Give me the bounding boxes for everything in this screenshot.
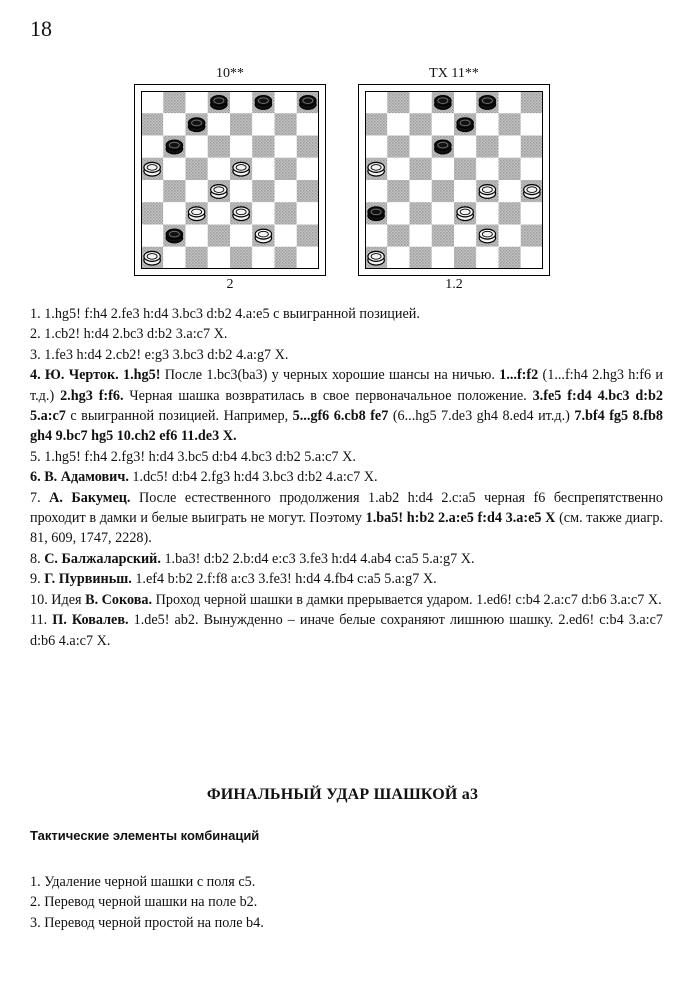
- light-square: [186, 91, 208, 113]
- dark-square: [297, 136, 319, 158]
- dark-square: [432, 180, 454, 202]
- text-run: 1.ba3! d:b2 2.b:d4 e:c3 3.fe3 h:d4 4.ab4 c:a5 5.a:g7 X.: [160, 550, 475, 567]
- bold-text: В. Сокова.: [85, 591, 153, 608]
- subheading: Тактические элементы комбинаций: [30, 828, 260, 843]
- light-square: [476, 113, 498, 135]
- light-square: [275, 136, 297, 158]
- light-square: [521, 158, 543, 180]
- light-square: [230, 180, 252, 202]
- text-run: 3. 1.fe3 h:d4 2.cb2! e:g3 3.bc3 d:b2 4.a:g7 X.: [30, 346, 289, 363]
- solution-paragraph: [30, 304, 663, 324]
- black-checker-piece: [435, 140, 451, 154]
- list-item: 2. Перевод черной шашки на поле b2.: [30, 894, 258, 911]
- light-square: [275, 91, 297, 113]
- dark-square: [387, 91, 409, 113]
- light-square: [499, 91, 521, 113]
- bold-text: С. Балжаларский.: [44, 550, 161, 567]
- black-checker-piece: [166, 229, 182, 243]
- dark-square: [410, 202, 432, 224]
- white-checker-piece: [457, 207, 473, 221]
- white-checker-piece: [211, 185, 227, 199]
- dark-square: [432, 225, 454, 247]
- light-square: [141, 91, 163, 113]
- dark-square: [252, 180, 274, 202]
- diagram-tx-11: [356, 66, 552, 293]
- light-square: [521, 247, 543, 269]
- light-square: [186, 225, 208, 247]
- text-run: 9.: [30, 571, 45, 588]
- light-square: [252, 113, 274, 135]
- text-run: (см. также диагр. 81, 609, 1747, 2228).: [30, 510, 664, 547]
- dark-square: [252, 136, 274, 158]
- bold-text: 1...f:f2: [499, 367, 539, 384]
- light-square: [476, 247, 498, 269]
- light-square: [432, 113, 454, 135]
- dark-square: [499, 247, 521, 269]
- text-run: 1.dc5! d:b4 2.fg3 h:d4 3.bc3 d:b2 4.a:c7 X.: [128, 469, 378, 486]
- bold-text: 6. В. Адамович.: [30, 469, 129, 486]
- diagram-caption: 1.2: [445, 277, 463, 292]
- bold-text: 5...gf6 6.cb8 fe7: [292, 408, 389, 425]
- light-square: [297, 202, 319, 224]
- bold-text: 3.fe5 f:d4 4.bc3 d:b2 5.a:c7: [30, 387, 664, 425]
- dark-square: [410, 158, 432, 180]
- light-square: [499, 225, 521, 247]
- text-run: (6...hg5 7.de3 gh4 8.ed4 ит.д.): [388, 408, 575, 425]
- light-square: [365, 91, 387, 113]
- light-square: [499, 180, 521, 202]
- light-square: [365, 136, 387, 158]
- dark-square: [410, 113, 432, 135]
- light-square: [365, 180, 387, 202]
- light-square: [163, 158, 185, 180]
- light-square: [410, 136, 432, 158]
- dark-square: [141, 113, 163, 135]
- white-checker-piece: [255, 229, 271, 243]
- checkerboard: [134, 84, 326, 276]
- white-checker-piece: [188, 207, 204, 221]
- dark-square: [365, 113, 387, 135]
- text-run: с выигранной позицией. Например,: [65, 408, 293, 425]
- solution-paragraph: [30, 365, 663, 447]
- dark-square: [141, 202, 163, 224]
- light-square: [141, 180, 163, 202]
- light-square: [230, 136, 252, 158]
- black-checker-piece: [300, 96, 316, 110]
- dark-square: [186, 247, 208, 269]
- dark-square: [499, 113, 521, 135]
- white-checker-piece: [144, 162, 160, 176]
- tactical-elements-list: [30, 872, 264, 933]
- light-square: [208, 113, 230, 135]
- light-square: [387, 113, 409, 135]
- solution-paragraph: [30, 447, 663, 467]
- dark-square: [454, 247, 476, 269]
- light-square: [275, 180, 297, 202]
- light-square: [521, 113, 543, 135]
- solution-paragraph: [30, 488, 663, 549]
- dark-square: [521, 136, 543, 158]
- text-run: 10. Идея: [30, 591, 86, 608]
- bold-text: Г. Пурвиньш.: [44, 571, 132, 588]
- diagram-title: ТХ 11**: [429, 66, 479, 81]
- dark-square: [208, 136, 230, 158]
- light-square: [476, 202, 498, 224]
- text-run: После 1.bc3(ba3) у черных хорошие шансы на ничью.: [160, 367, 500, 384]
- checkerboard: [358, 84, 550, 276]
- white-checker-piece: [368, 251, 384, 265]
- dark-square: [476, 136, 498, 158]
- light-square: [410, 180, 432, 202]
- solution-paragraph: [30, 324, 663, 344]
- text-run: Проход черной шашки в дамки прерывается ударом. 1.ed6! c:b4 2.a:c7 d:b6 3.a:c7 X.: [152, 591, 662, 608]
- dark-square: [499, 202, 521, 224]
- solutions-text: [30, 304, 663, 651]
- light-square: [454, 180, 476, 202]
- dark-square: [275, 113, 297, 135]
- light-square: [432, 202, 454, 224]
- text-run: 1.ef4 b:b2 2.f:f8 a:c3 3.fe3! h:d4 4.fb4 c:a5 5.a:g7 X.: [131, 571, 437, 588]
- light-square: [230, 225, 252, 247]
- light-square: [141, 225, 163, 247]
- text-run: 1.de5! ab2. Вынужденно – иначе белые сохраняют лишнюю шашку. 2.ed6! c:b4 3.a:c7 d:b6 4.a:c7 X.: [30, 612, 663, 649]
- dark-square: [275, 158, 297, 180]
- white-checker-piece: [524, 185, 540, 199]
- solution-paragraph: [30, 610, 663, 651]
- light-square: [230, 91, 252, 113]
- dark-square: [297, 225, 319, 247]
- light-square: [186, 180, 208, 202]
- dark-square: [521, 91, 543, 113]
- dark-square: [499, 158, 521, 180]
- text-run: 7.: [30, 489, 50, 506]
- list-item: 3. Перевод черной простой на поле b4.: [30, 914, 264, 931]
- section-title: ФИНАЛЬНЫЙ УДАР ШАШКОЙ a3: [206, 786, 479, 803]
- dark-square: [186, 158, 208, 180]
- black-checker-piece: [255, 96, 271, 110]
- dark-square: [230, 113, 252, 135]
- white-checker-piece: [479, 185, 495, 199]
- light-square: [275, 225, 297, 247]
- dark-square: [521, 225, 543, 247]
- light-square: [387, 247, 409, 269]
- light-square: [208, 247, 230, 269]
- light-square: [208, 158, 230, 180]
- text-run: 8.: [30, 550, 45, 567]
- light-square: [252, 202, 274, 224]
- black-checker-piece: [368, 207, 384, 221]
- light-square: [387, 202, 409, 224]
- dark-square: [275, 247, 297, 269]
- text-run: 11.: [30, 612, 53, 629]
- dark-square: [297, 180, 319, 202]
- light-square: [297, 158, 319, 180]
- light-square: [297, 113, 319, 135]
- list-item: 1. Удаление черной шашки с поля c5.: [30, 874, 256, 890]
- white-checker-piece: [144, 251, 160, 265]
- white-checker-piece: [233, 162, 249, 176]
- light-square: [454, 136, 476, 158]
- white-checker-piece: [233, 207, 249, 221]
- black-checker-piece: [166, 140, 182, 154]
- black-checker-piece: [457, 118, 473, 132]
- light-square: [163, 247, 185, 269]
- light-square: [365, 225, 387, 247]
- light-square: [297, 247, 319, 269]
- light-square: [454, 91, 476, 113]
- bold-text: П. Ковалев.: [52, 612, 129, 629]
- dark-square: [163, 180, 185, 202]
- text-run: Черная шашка возвратилась в свое первоначальное положение.: [123, 387, 533, 404]
- light-square: [163, 113, 185, 135]
- text-run: 2. 1.cb2! h:d4 2.bc3 d:b2 3.a:c7 X.: [30, 326, 228, 343]
- diagram-title: 10**: [216, 66, 244, 81]
- light-square: [499, 136, 521, 158]
- text-run: (1...f:h4 2.hg3 h:f6 и т.д.): [30, 367, 663, 404]
- dark-square: [387, 180, 409, 202]
- light-square: [432, 158, 454, 180]
- solution-paragraph: [30, 549, 663, 569]
- dark-square: [208, 225, 230, 247]
- solution-paragraph: [30, 467, 663, 487]
- text-run: 1. 1.hg5! f:h4 2.fe3 h:d4 3.bc3 d:b2 4.a:e5 с выигранной позицией.: [30, 306, 420, 322]
- dark-square: [454, 158, 476, 180]
- dark-square: [387, 225, 409, 247]
- dark-square: [275, 202, 297, 224]
- dark-square: [387, 136, 409, 158]
- light-square: [163, 202, 185, 224]
- solution-paragraph: [30, 569, 663, 589]
- diagram-10: [132, 66, 328, 293]
- light-square: [186, 136, 208, 158]
- light-square: [432, 247, 454, 269]
- bold-text: 2.hg3 f:f6.: [60, 387, 124, 404]
- white-checker-piece: [368, 162, 384, 176]
- black-checker-piece: [479, 96, 495, 110]
- light-square: [252, 247, 274, 269]
- light-square: [141, 136, 163, 158]
- light-square: [208, 202, 230, 224]
- solution-paragraph: [30, 590, 663, 610]
- bold-text: 4. Ю. Черток. 1.hg5!: [30, 367, 161, 384]
- bold-text: А. Бакумец.: [49, 489, 131, 506]
- dark-square: [410, 247, 432, 269]
- text-run: После естественного продолжения 1.ab2 h:d4 2.c:a5 черная f6 беспрепятственно проходит в дамки и белые выиграть не могут. Поэтому: [30, 489, 664, 527]
- bold-text: 1.ba5! h:b2 2.a:e5 f:d4 3.a:e5 X: [365, 510, 556, 527]
- dark-square: [163, 91, 185, 113]
- light-square: [410, 225, 432, 247]
- black-checker-piece: [435, 96, 451, 110]
- text-run: 5. 1.hg5! f:h4 2.fg3! h:d4 3.bc5 d:b4 4.bc3 d:b2 5.a:c7 X.: [30, 448, 356, 465]
- white-checker-piece: [479, 229, 495, 243]
- black-checker-piece: [188, 118, 204, 132]
- bold-text: 7.bf4 fg5 8.fb8 gh4 9.bc7 hg5 10.ch2 ef6 11.de3 X.: [30, 408, 663, 445]
- diagram-caption: 2: [226, 277, 234, 292]
- light-square: [387, 158, 409, 180]
- light-square: [476, 158, 498, 180]
- solution-paragraph: [30, 345, 663, 365]
- dark-square: [230, 247, 252, 269]
- black-checker-piece: [211, 96, 227, 110]
- light-square: [454, 225, 476, 247]
- light-square: [410, 91, 432, 113]
- page-number: 18: [30, 16, 52, 41]
- light-square: [252, 158, 274, 180]
- light-square: [521, 202, 543, 224]
